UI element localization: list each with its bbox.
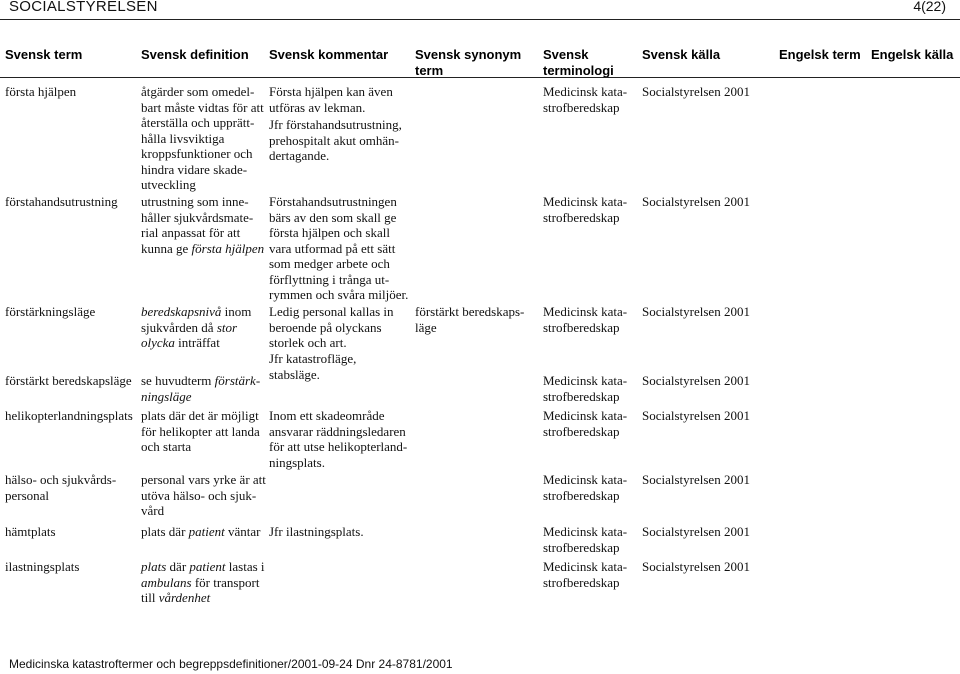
definition-cell: plats där patient lastas i ambulans för transport till vårdenhet xyxy=(141,559,265,605)
comment-cell: Jfr ilastningsplats. xyxy=(269,524,364,539)
term-cell: första hjälpen xyxy=(5,84,77,99)
term-cell: hämtplats xyxy=(5,524,56,539)
column-header-synonym: Svensk synonym term xyxy=(415,47,522,78)
term-cell: helikopterlandningsplats xyxy=(5,408,133,423)
comment-cell: Första hjälpen kan även utföras av lekman. xyxy=(269,84,393,115)
document-footer: Medicinska katastroftermer och begreppsdefinitioner/2001-09-24 Dnr 24-8781/2001 xyxy=(9,657,453,671)
term-cell: förstärkt beredskapsläge xyxy=(5,373,132,388)
source-cell: Socialstyrelsen 2001 xyxy=(642,304,750,319)
source-cell: Socialstyrelsen 2001 xyxy=(642,524,750,539)
comment-cell: Ledig personal kallas in beroende på olyckans storlek och art. xyxy=(269,304,394,350)
term-cell: ilastningsplats xyxy=(5,559,80,574)
source-cell: Socialstyrelsen 2001 xyxy=(642,559,750,574)
terminology-cell: Medicinsk kata- strofberedskap xyxy=(543,559,628,590)
terminology-cell: Medicinsk kata- strofberedskap xyxy=(543,524,628,555)
column-header-term: Svensk term xyxy=(5,47,83,62)
document-header-title: SOCIALSTYRELSEN xyxy=(9,0,158,15)
comment-cell-2: Jfr förstahandsutrustning, prehospitalt akut omhän- dertagande. xyxy=(269,117,402,163)
terminology-cell: Medicinsk kata- strofberedskap xyxy=(543,408,628,439)
column-header-definition: Svensk definition xyxy=(141,47,249,62)
comment-cell-2: Jfr katastrofläge, stabsläge. xyxy=(269,351,357,382)
column-header-terminology: Svensk terminologi xyxy=(543,47,614,78)
column-header-en-term: Engelsk term xyxy=(779,47,861,62)
column-header-source: Svensk källa xyxy=(642,47,721,62)
comment-cell: Förstahandsutrustningen bärs av den som skall ge första hjälpen och skall vara utformad på ett sätt som medger arbete och förflyttning i trånga ut- rymmen och svåra miljöer. xyxy=(269,194,409,302)
column-header-en-source: Engelsk källa xyxy=(871,47,954,62)
terminology-cell: Medicinsk kata- strofberedskap xyxy=(543,373,628,404)
definition-cell: se huvudterm förstärk- ningsläge xyxy=(141,373,261,404)
header-rule xyxy=(0,19,960,20)
definition-cell: åtgärder som omedel- bart måste vidtas för att återställa och upprätt- hålla livsviktiga kroppsfunktioner och hindra vidare skade- utveckling xyxy=(141,84,264,192)
comment-cell: Inom ett skadeområde ansvarar räddningsledaren för att utse helikopterland- ningsplats. xyxy=(269,408,408,470)
terminology-cell: Medicinsk kata- strofberedskap xyxy=(543,194,628,225)
source-cell: Socialstyrelsen 2001 xyxy=(642,472,750,487)
column-header-comment: Svensk kommentar xyxy=(269,47,389,62)
terminology-cell: Medicinsk kata- strofberedskap xyxy=(543,84,628,115)
source-cell: Socialstyrelsen 2001 xyxy=(642,84,750,99)
synonym-cell: förstärkt beredskaps- läge xyxy=(415,304,525,335)
page-number: 4(22) xyxy=(913,0,946,14)
definition-cell: beredskapsnivå inom sjukvården då stor olycka inträffat xyxy=(141,304,252,350)
source-cell: Socialstyrelsen 2001 xyxy=(642,373,750,388)
table-header-rule xyxy=(0,77,960,78)
definition-cell: personal vars yrke är att utöva hälso- och sjuk- vård xyxy=(141,472,266,518)
source-cell: Socialstyrelsen 2001 xyxy=(642,408,750,423)
term-cell: förstärkningsläge xyxy=(5,304,96,319)
definition-cell: plats där det är möjligt för helikopter att landa och starta xyxy=(141,408,260,454)
term-cell: hälso- och sjukvårds- personal xyxy=(5,472,117,503)
terminology-cell: Medicinsk kata- strofberedskap xyxy=(543,472,628,503)
source-cell: Socialstyrelsen 2001 xyxy=(642,194,750,209)
definition-cell: utrustning som inne- håller sjukvårdsmate- rial anpassat för att kunna ge första hjälpen xyxy=(141,194,265,256)
term-cell: förstahandsutrustning xyxy=(5,194,118,209)
definition-cell: plats där patient väntar xyxy=(141,524,261,539)
terminology-cell: Medicinsk kata- strofberedskap xyxy=(543,304,628,335)
